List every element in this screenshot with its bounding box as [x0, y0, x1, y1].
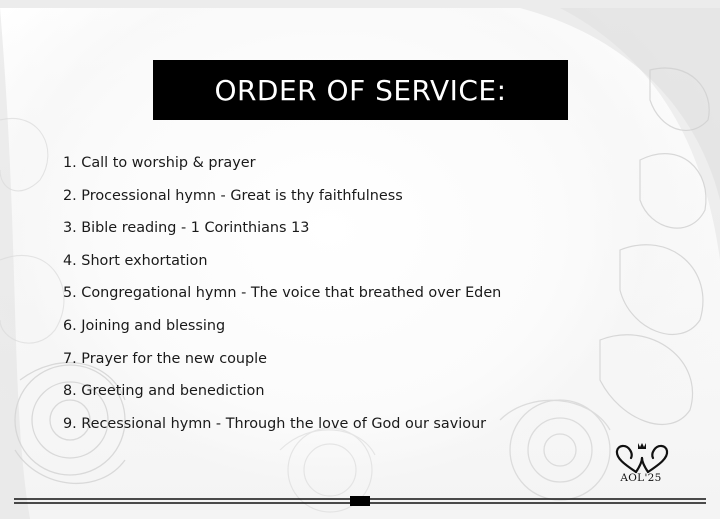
service-order-list: [63, 150, 501, 443]
bottom-divider: [0, 496, 720, 506]
list-item: 5. Congregational hymn - The voice that breathed over Eden: [63, 285, 502, 302]
list-item: 1. Call to worship & prayer: [63, 155, 256, 171]
list-item: 7. Prayer for the new couple: [63, 350, 268, 367]
list-item: 8. Greeting and benediction: [63, 383, 265, 400]
list-item: 6. Joining and blessing: [63, 317, 226, 334]
list-item: 3. Bible reading - 1 Corinthians 13: [63, 220, 310, 237]
list-item: 2. Processional hymn - Great is thy faithfulness: [63, 187, 403, 204]
page-title: ORDER OF SERVICE:: [153, 60, 568, 120]
logo-text: AOL'25: [620, 472, 662, 484]
list-item: 9. Recessional hymn - Through the love of God our saviour: [63, 415, 487, 432]
list-item: 4. Short exhortation: [63, 252, 208, 269]
